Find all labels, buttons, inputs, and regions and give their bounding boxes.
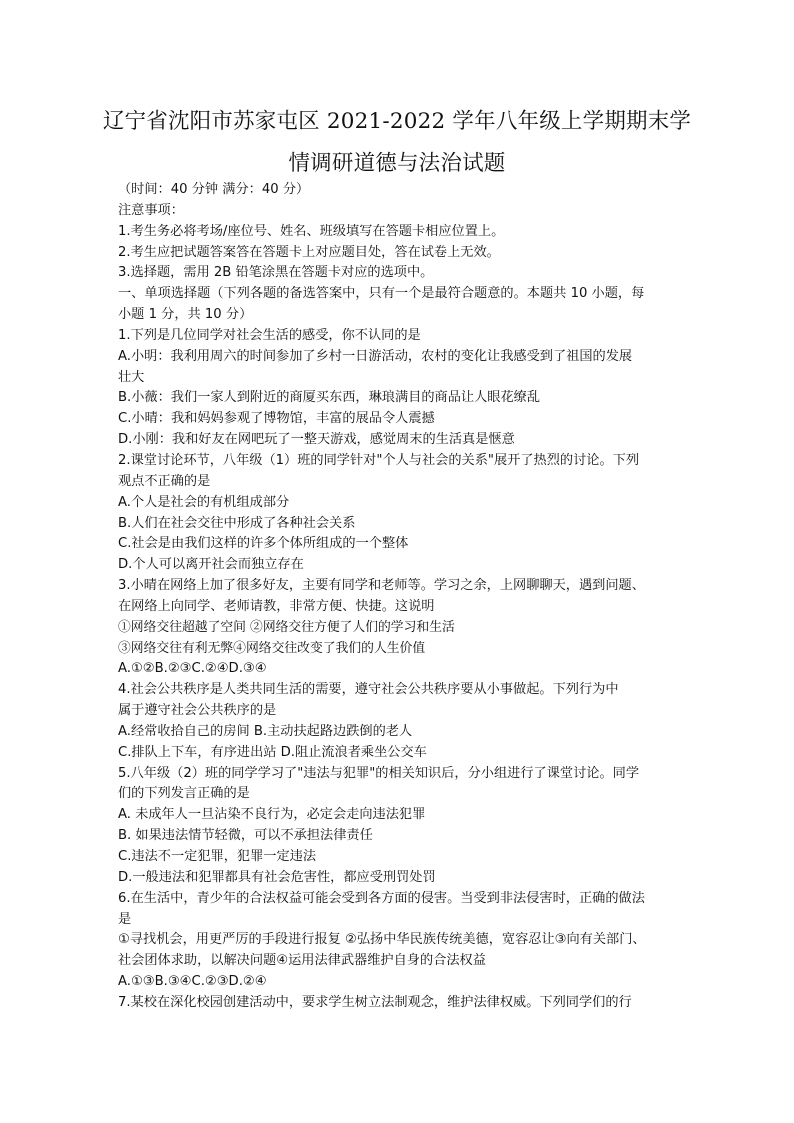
question-4-stem: 4.社会公共秩序是人类共同生活的需要，遵守社会公共秩序要从小事做起。下列行为中: [118, 682, 619, 698]
question-4-options-cd: C.排队上下车，有序进出站 D.阻止流浪者乘坐公交车: [118, 744, 427, 760]
note-item-1: 1.考生务必将考场/座位号、姓名、班级填写在答题卡相应位置上。: [118, 223, 505, 239]
question-1-option-b: B.小薇：我们一家人到附近的商厦买东西，琳琅满目的商品让人眼花缭乱: [118, 390, 541, 406]
question-5-option-d: D.一般违法和犯罪都具有社会危害性，都应受刑罚处罚: [118, 869, 436, 885]
question-3-stem-cont: 在网络上向同学、老师请教，非常方便、快捷。这说明: [118, 598, 435, 614]
question-3-stem: 3.小晴在网络上加了很多好友，主要有同学和老师等。学习之余，上网聊聊天，遇到问题、: [118, 578, 645, 594]
question-2-option-a: A.个人是社会的有机组成部分: [118, 494, 290, 510]
question-5-option-c: C.违法不一定犯罪，犯罪一定违法: [118, 849, 317, 864]
question-7-stem: 7.某校在深化校园创建活动中，要求学生树立法制观念，维护法律权威。下列同学们的行: [118, 994, 632, 1010]
question-6-stem-cont: 是: [118, 911, 132, 927]
note-item-3: 3.选择题，需用 2B 铅笔涂黑在答题卡对应的选项中。: [118, 265, 434, 281]
question-6-statements-1: ①寻找机会，用更严厉的手段进行报复 ②弘扬中华民族传统美德，宽容忍让③向有关部门、: [118, 932, 646, 948]
exam-title-line-2: 情调研道德与法治试题: [288, 151, 506, 176]
question-2-stem-cont: 观点不正确的是: [118, 473, 211, 489]
notes-heading: 注意事项：: [118, 202, 184, 218]
question-5-option-b: B. 如果违法情节轻微，可以不承担法律责任: [118, 828, 373, 844]
exam-body: [118, 180, 678, 1014]
question-4-options-ab: A.经常收拾自己的房间 B.主动扶起路边跌倒的老人: [118, 723, 413, 739]
question-1-option-a-cont: 壮大: [118, 369, 145, 385]
question-1-option-d: D.小刚：我和好友在网吧玩了一整天游戏，感觉周末的生活真是惬意: [118, 432, 515, 448]
question-6-statements-2: 社会团体求助，以解决问题④运用法律武器维护自身的合法权益: [118, 953, 486, 969]
question-5-stem: 5.八年级（2）班的同学学习了"违法与犯罪"的相关知识后，分小组进行了课堂讨论。同学: [118, 765, 640, 781]
question-1-option-a: A.小明：我利用周六的时间参加了乡村一日游活动，农村的变化让我感受到了祖国的发展: [118, 348, 633, 364]
question-5-stem-cont: 们的下列发言正确的是: [118, 786, 250, 802]
exam-info: （时间：40 分钟 满分：40 分）: [118, 182, 310, 197]
question-3-options: A.①②B.②③C.②④D.③④: [118, 661, 267, 677]
section-heading: 一、单项选择题（下列各题的备选答案中，只有一个是最符合题意的。本题共 10 小题，每: [118, 286, 645, 302]
question-3-statements-1: ①网络交往超越了空间 ②网络交往方便了人们的学习和生活: [118, 619, 455, 635]
question-6-stem: 6.在生活中，青少年的合法权益可能会受到各方面的侵害。当受到非法侵害时，正确的做法: [118, 890, 645, 906]
question-2-option-b: B.人们在社会交往中形成了各种社会关系: [118, 515, 356, 531]
question-1-option-c: C.小晴：我和妈妈参观了博物馆，丰富的展品令人震撼: [118, 411, 435, 427]
note-item-2: 2.考生应把试题答案答在答题卡上对应题目处，答在试卷上无效。: [118, 244, 500, 260]
question-4-stem-cont: 属于遵守社会公共秩序的是: [118, 703, 277, 719]
question-6-options: A.①③B.③④C.②③D.②④: [118, 974, 267, 990]
question-5-option-a: A. 未成年人一旦沾染不良行为，必定会走向违法犯罪: [118, 807, 426, 823]
question-1-stem: 1.下列是几位同学对社会生活的感受，你不认同的是: [118, 327, 421, 343]
section-heading-cont: 小题 1 分，共 10 分）: [118, 307, 253, 323]
question-2-option-d: D.个人可以离开社会而独立存在: [118, 557, 304, 573]
exam-title-line-1: 辽宁省沈阳市苏家屯区 2021-2022 学年八年级上学期期末学: [102, 109, 692, 134]
question-2-stem: 2.课堂讨论环节，八年级（1）班的同学针对"个人与社会的关系"展开了热烈的讨论。下列: [118, 452, 640, 468]
question-3-statements-2: ③网络交往有利无弊④网络交往改变了我们的人生价值: [118, 640, 426, 656]
question-2-option-c: C.社会是由我们这样的许多个体所组成的一个整体: [118, 536, 409, 552]
